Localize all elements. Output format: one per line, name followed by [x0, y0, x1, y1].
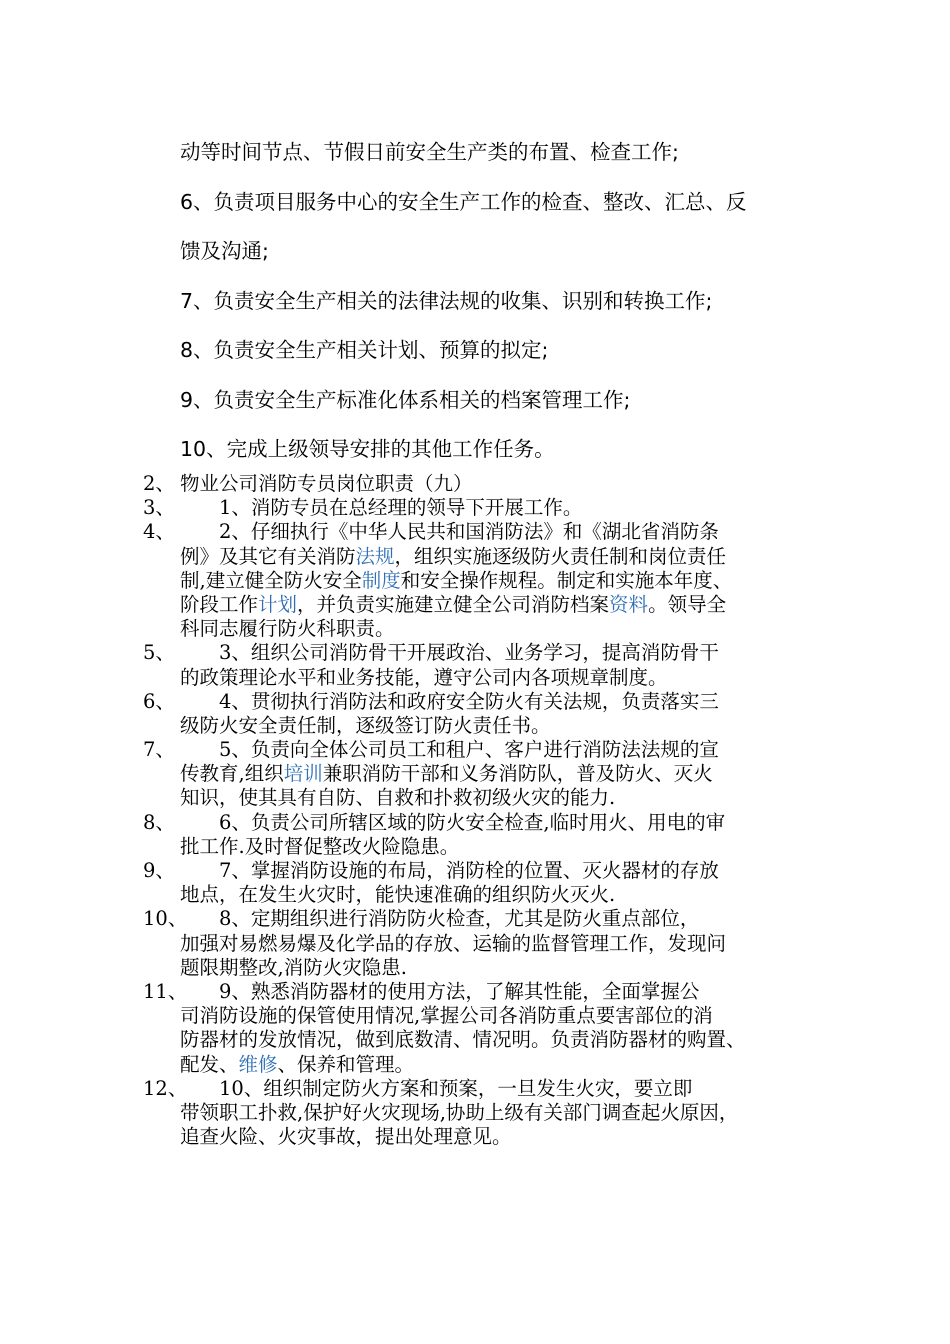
duty-line: 7、负责安全生产相关的法律法规的收集、识别和转换工作;	[180, 288, 713, 313]
list-item-number: 8、	[143, 810, 175, 834]
text-segment: 物业公司消防专员岗位职责（九）	[180, 472, 473, 495]
inline-link[interactable]: 维修	[238, 1052, 278, 1076]
text-segment: 兼职消防干部和义务消防队，普及防火、灭火	[322, 762, 713, 786]
list-item-text	[180, 496, 820, 520]
text-segment: 地点，在发生火灾时，能快速准确的组织防火灭火.	[180, 883, 616, 907]
text-line	[180, 1125, 820, 1149]
text-segment: 5、负责向全体公司员工和租户、客户进行消防法法规的宣	[180, 738, 719, 762]
list-item	[0, 472, 950, 496]
inline-link[interactable]: 资料	[609, 592, 649, 616]
text-segment: 防器材的发放情况，做到底数清、情况明。负责消防器材的购置、	[180, 1028, 746, 1052]
list-item	[0, 1077, 950, 1150]
text-line	[180, 762, 820, 786]
text-line	[180, 641, 820, 665]
list-item-text	[180, 1077, 820, 1150]
list-item-text	[180, 520, 820, 641]
text-segment: 6、负责公司所辖区域的防火安全检查,临时用火、用电的审	[180, 810, 726, 834]
text-line	[180, 1028, 820, 1052]
text-line	[180, 859, 820, 883]
text-line	[180, 907, 820, 931]
list-item-number: 10、	[143, 907, 188, 931]
list-item-number: 9、	[143, 859, 175, 882]
text-segment: ，并负责实施建立健全公司消防档案	[297, 592, 610, 616]
text-segment: 2、仔细执行《中华人民共和国消防法》和《湖北省消防条	[180, 520, 719, 544]
text-segment: 司消防设施的保管使用情况,掌握公司各消防重点要害部位的消	[180, 1004, 713, 1028]
text-segment: ，组织实施逐级防火责任制和岗位责任	[394, 544, 727, 568]
text-line	[180, 496, 820, 520]
text-segment: 配发、	[180, 1052, 239, 1076]
text-line	[180, 956, 820, 980]
list-item-text	[180, 690, 820, 738]
duty-line: 10、完成上级领导安排的其他工作任务。	[180, 437, 555, 461]
list-item-number: 7、	[143, 738, 175, 762]
text-line	[180, 1077, 820, 1101]
text-segment: 科同志履行防火科职责。	[180, 617, 395, 641]
list-item-text	[180, 980, 820, 1077]
list-item	[0, 690, 950, 738]
list-item-text	[180, 641, 820, 689]
text-segment: 例》及其它有关消防	[180, 544, 356, 568]
duty-line: 8、负责安全生产相关计划、预算的拟定;	[180, 338, 549, 362]
text-line	[180, 545, 820, 569]
duty-line: 9、负责安全生产标准化体系相关的档案管理工作;	[180, 387, 631, 412]
inline-link[interactable]: 计划	[258, 592, 298, 616]
duty-line: 动等时间节点、节假日前安全生产类的布置、检查工作;	[180, 140, 679, 164]
text-line	[180, 932, 820, 956]
list-item	[0, 641, 950, 689]
text-segment: 的政策理论水平和业务技能，遵守公司内各项规章制度。	[180, 665, 668, 689]
list-item	[0, 859, 950, 907]
list-item-text	[180, 472, 820, 496]
text-segment: 4、贯彻执行消防法和政府安全防火有关法规，负责落实三	[180, 689, 719, 713]
text-segment: 10、组织制定防火方案和预案，一旦发生火灾，要立即	[180, 1076, 693, 1100]
text-segment: 带领职工扑救,保护好火灾现场,协助上级有关部门调查起火原因，	[180, 1100, 739, 1124]
list-item	[0, 907, 950, 980]
text-segment: 制,建立健全防火安全	[180, 568, 362, 592]
numbered-list	[0, 472, 950, 1149]
list-item-text	[180, 859, 820, 907]
text-segment: 和安全操作规程。制定和实施本年度、	[400, 568, 733, 592]
text-segment: 1、消防专员在总经理的领导下开展工作。	[180, 496, 583, 520]
text-segment: 3、组织公司消防骨干开展政治、业务学习，提高消防骨干	[180, 641, 719, 665]
duty-list-continued	[180, 128, 840, 475]
text-line	[180, 811, 820, 835]
list-item	[0, 980, 950, 1077]
text-line	[180, 883, 820, 907]
list-item	[0, 738, 950, 811]
text-segment: 8、定期组织进行消防防火检查，尤其是防火重点部位，	[180, 907, 700, 931]
list-item-number: 4、	[143, 520, 175, 544]
text-line	[180, 786, 820, 810]
inline-link[interactable]: 法规	[355, 544, 395, 568]
text-segment: 追查火险、火灾事故，提出处理意见。	[180, 1125, 512, 1149]
list-item	[0, 496, 950, 520]
list-item-number: 11、	[143, 979, 188, 1003]
inline-link[interactable]: 制度	[361, 568, 401, 592]
list-item-number: 6、	[143, 689, 175, 713]
list-item-number: 5、	[143, 641, 175, 665]
text-line	[180, 1053, 820, 1077]
list-item-text	[180, 738, 820, 811]
text-segment: 9、熟悉消防器材的使用方法，了解其性能，全面掌握公	[180, 979, 700, 1003]
text-line	[180, 738, 820, 762]
text-segment: 阶段工作	[180, 592, 259, 616]
text-line	[180, 714, 820, 738]
text-segment: 加强对易燃易爆及化学品的存放、运输的监督管理工作，发现问	[180, 931, 727, 955]
list-item-text	[180, 907, 820, 980]
list-item-number: 2、	[143, 472, 175, 495]
text-line	[180, 690, 820, 714]
text-line	[180, 666, 820, 690]
text-line	[180, 617, 820, 641]
text-line	[180, 980, 820, 1004]
text-segment: 题限期整改,消防火灾隐患.	[180, 955, 407, 979]
text-segment: 、保养和管理。	[277, 1052, 415, 1076]
text-line	[180, 1101, 820, 1125]
duty-line: 6、负责项目服务中心的安全生产工作的检查、整改、汇总、反	[180, 189, 747, 214]
list-item	[0, 520, 950, 641]
inline-link[interactable]: 培训	[283, 762, 323, 786]
list-item-number: 3、	[143, 496, 175, 520]
text-segment: 知识，使其具有自防、自救和扑救初级火灾的能力.	[180, 786, 616, 810]
text-segment: 批工作.及时督促整改火险隐患。	[180, 834, 460, 858]
list-item-number: 12、	[143, 1076, 188, 1100]
text-line	[180, 472, 820, 496]
text-line	[180, 593, 820, 617]
list-item	[0, 811, 950, 859]
text-line	[180, 520, 820, 544]
text-segment: 级防火安全责任制，逐级签订防火责任书。	[180, 713, 551, 737]
text-segment: 传教育,组织	[180, 762, 284, 786]
text-line	[180, 569, 820, 593]
text-segment: 。领导全	[648, 592, 727, 616]
text-segment: 7、掌握消防设施的布局，消防栓的位置、灭火器材的存放	[180, 859, 719, 882]
list-item-text	[180, 811, 820, 859]
text-line	[180, 1004, 820, 1028]
duty-line: 馈及沟通;	[180, 239, 269, 263]
text-line	[180, 835, 820, 859]
